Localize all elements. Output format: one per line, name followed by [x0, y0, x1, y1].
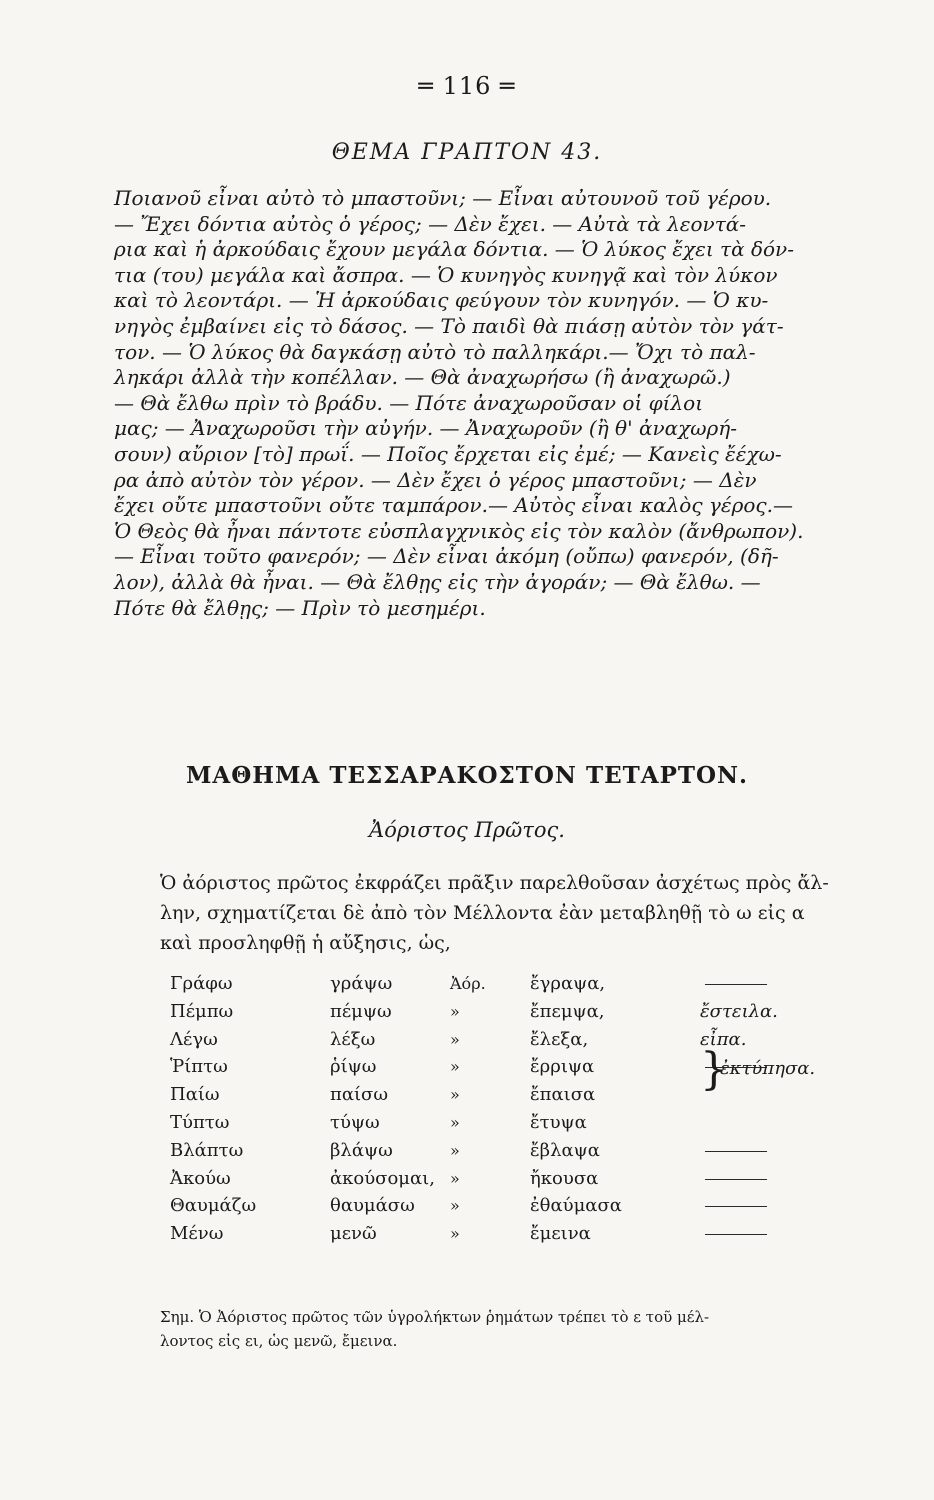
ditto-mark: » [450, 1001, 460, 1021]
blank-line [705, 1151, 767, 1152]
verb-present: Μένω [170, 1223, 224, 1245]
page-number: ═ 116 ═ [418, 72, 516, 100]
exercise-line: τον. — Ὁ λύκος θὰ δαγκάσῃ αὐτὸ τὸ παλληκάρι.— Ὄχι τὸ παλ- [114, 339, 756, 364]
note-line: λοντος εἰς ει, ὡς μενῶ, ἔμεινα. [160, 1332, 398, 1350]
exercise-line: τια (του) μεγάλα καὶ ἄσπρα. — Ὁ κυνηγὸς κυνηγᾷ καὶ τὸν λύκον [114, 262, 778, 287]
verb-aorist: ἔτυψα [530, 1111, 587, 1133]
verb-aorist: ἐθαύμασα [530, 1195, 622, 1217]
exercise-line: σουν) αὔριον [τὸ] πρωΐ. — Ποῖος ἔρχεται εἰς ἐμέ; — Κανεὶς ἔέχω- [114, 441, 782, 466]
exercise-text [114, 186, 824, 621]
exercise-line: — Θὰ ἔλθω πρὶν τὸ βράδυ. — Πότε ἀναχωροῦσαν οἱ φίλοι [114, 390, 704, 415]
intro-line: λην, σχηματίζεται δὲ ἀπὸ τὸν Μέλλοντα ἐὰν μεταβληθῇ τὸ ω εἰς α [160, 902, 805, 924]
exercise-title: ΘΕΜΑ ΓΡΑΠΤΟΝ 43. [331, 140, 603, 165]
verb-future: πέμψω [330, 1000, 392, 1022]
ditto-mark: » [450, 1168, 460, 1188]
intro-line: καὶ προσληφθῇ ἡ αὔξησις, ὡς, [160, 932, 451, 954]
ditto-mark: » [450, 1112, 460, 1132]
verb-future: παίσω [330, 1084, 389, 1106]
verb-row [160, 1137, 840, 1165]
ditto-mark: » [450, 1029, 460, 1049]
exercise-line: λον), ἀλλὰ θὰ ἦναι. — Θὰ ἔλθῃς εἰς τὴν ἀγοράν; — Θὰ ἔλθω. — [114, 569, 761, 594]
ditto-mark: » [450, 1224, 460, 1244]
lesson-subtitle: Ἀόριστος Πρῶτος. [369, 818, 565, 842]
exercise-line: — Εἶναι τοῦτο φανερόν; — Δὲν εἶναι ἀκόμη (οὔπω) φανερόν, (δῆ- [114, 544, 779, 569]
blank-line [705, 1206, 767, 1207]
verb-row [160, 1109, 840, 1137]
ditto-mark: » [450, 1057, 460, 1077]
verb-present: Γράφω [170, 973, 233, 994]
verb-present: Τύπτω [170, 1111, 230, 1133]
verb-row [160, 970, 840, 998]
intro-line: Ὁ ἀόριστος πρῶτος ἐκφράζει πρᾶξιν παρελθοῦσαν ἀσχέτως πρὸς ἄλ- [160, 872, 829, 894]
brace-alternative: ἐκτύπησα. [720, 1058, 816, 1079]
blank-line [705, 984, 767, 985]
exercise-line: — Ἔχει δόντια αὐτὸς ὁ γέρος; — Δὲν ἔχει. — Αὐτὰ τὰ λεοντά- [114, 211, 747, 236]
exercise-line: μας; — Ἀναχωροῦσι τὴν αὐγήν. — Ἀναχωροῦν (ἢ θ' ἀναχωρή- [114, 416, 738, 441]
verb-alternative: εἶπα. [700, 1028, 747, 1050]
verb-future: ῥίψω [330, 1056, 377, 1078]
exercise-line: Πότε θὰ ἔλθῃς; — Πρὶν τὸ μεσημέρι. [114, 595, 486, 620]
lesson-intro [160, 868, 840, 958]
verb-present: Ῥίπτω [170, 1056, 228, 1078]
curly-brace-icon: } [700, 1044, 728, 1095]
verb-present: Βλάπτω [170, 1139, 244, 1161]
verb-future: τύψω [330, 1111, 380, 1133]
ditto-mark: » [450, 1140, 460, 1160]
verb-aorist: ἔμεινα [530, 1223, 591, 1245]
verb-present: Λέγω [170, 1028, 218, 1050]
verb-aorist: ἔλεξα, [530, 1028, 589, 1050]
exercise-line: ληκάρι ἀλλὰ τὴν κοπέλλαν. — Θὰ ἀναχωρήσω (ἢ ἀναχωρῶ.) [114, 365, 731, 390]
verb-row [160, 1165, 840, 1193]
verb-future: ἀκούσομαι, [330, 1167, 435, 1189]
verb-future: θαυμάσω [330, 1195, 415, 1217]
exercise-line: Ὁ Θεὸς θὰ ἦναι πάντοτε εὐσπλαγχνικὸς εἰς τὸν καλὸν (ἄνθρωπον). [114, 518, 804, 543]
verb-future: μενῶ [330, 1223, 377, 1245]
verb-present: Πέμπω [170, 1000, 234, 1022]
verb-aorist: ἔβλαψα [530, 1139, 600, 1161]
exercise-line: ρια καὶ ἡ ἀρκούδαις ἔχουν μεγάλα δόντια. — Ὁ λύκος ἔχει τὰ δόν- [114, 237, 794, 262]
verb-future: λέξω [330, 1028, 376, 1050]
verb-table [160, 970, 840, 1248]
verb-aorist: ἤκουσα [530, 1167, 599, 1189]
verb-present: Θαυμάζω [170, 1195, 257, 1217]
footnote [160, 1305, 840, 1353]
aorist-label: Ἀόρ. [450, 974, 486, 993]
verb-aorist: ἔπεμψα, [530, 1000, 605, 1022]
exercise-line: ρα ἀπὸ αὐτὸν τὸν γέρον. — Δὲν ἔχει ὁ γέρος μπαστοῦνι; — Δὲν [114, 467, 757, 492]
ditto-mark: » [450, 1085, 460, 1105]
verb-aorist: ἔγραψα, [530, 973, 606, 994]
verb-aorist: ἔπαισα [530, 1084, 596, 1106]
exercise-line: καὶ τὸ λεοντάρι. — Ἡ ἀρκούδαις φεύγουν τὸν κυνηγόν. — Ὁ κυ- [114, 288, 769, 313]
blank-line [705, 1234, 767, 1235]
lesson-title: ΜΑΘΗΜΑ ΤΕΣΣΑΡΑΚΟΣΤΟΝ ΤΕΤΑΡΤΟΝ. [185, 762, 749, 789]
verb-future: γράψω [330, 973, 393, 994]
ditto-mark: » [450, 1196, 460, 1216]
exercise-line: ἔχει οὔτε μπαστοῦνι οὔτε ταμπάρον.— Αὐτὸς εἶναι καλὸς γέρος.— [114, 493, 793, 518]
verb-present: Παίω [170, 1084, 220, 1106]
verb-future: βλάψω [330, 1139, 393, 1161]
blank-line [705, 1179, 767, 1180]
exercise-line: Ποιανοῦ εἶναι αὐτὸ τὸ μπαστοῦνι; — Εἶναι αὐτουνοῦ τοῦ γέρου. [114, 186, 772, 210]
verb-row [160, 1026, 840, 1054]
exercise-line: νηγὸς ἐμβαίνει εἰς τὸ δάσος. — Τὸ παιδὶ θὰ πιάσῃ αὐτὸν τὸν γάτ- [114, 313, 784, 338]
verb-row [160, 1220, 840, 1248]
verb-alternative: ἔστειλα. [700, 1000, 778, 1022]
verb-aorist: ἔρριψα [530, 1056, 595, 1078]
verb-row [160, 998, 840, 1026]
verb-row [160, 1192, 840, 1220]
verb-row [160, 1081, 840, 1109]
note-line: Σημ. Ὁ Ἀόριστος πρῶτος τῶν ὑγρολήκτων ῥημάτων τρέπει τὸ ε τοῦ μέλ- [160, 1308, 710, 1326]
verb-present: Ἀκούω [170, 1167, 231, 1189]
